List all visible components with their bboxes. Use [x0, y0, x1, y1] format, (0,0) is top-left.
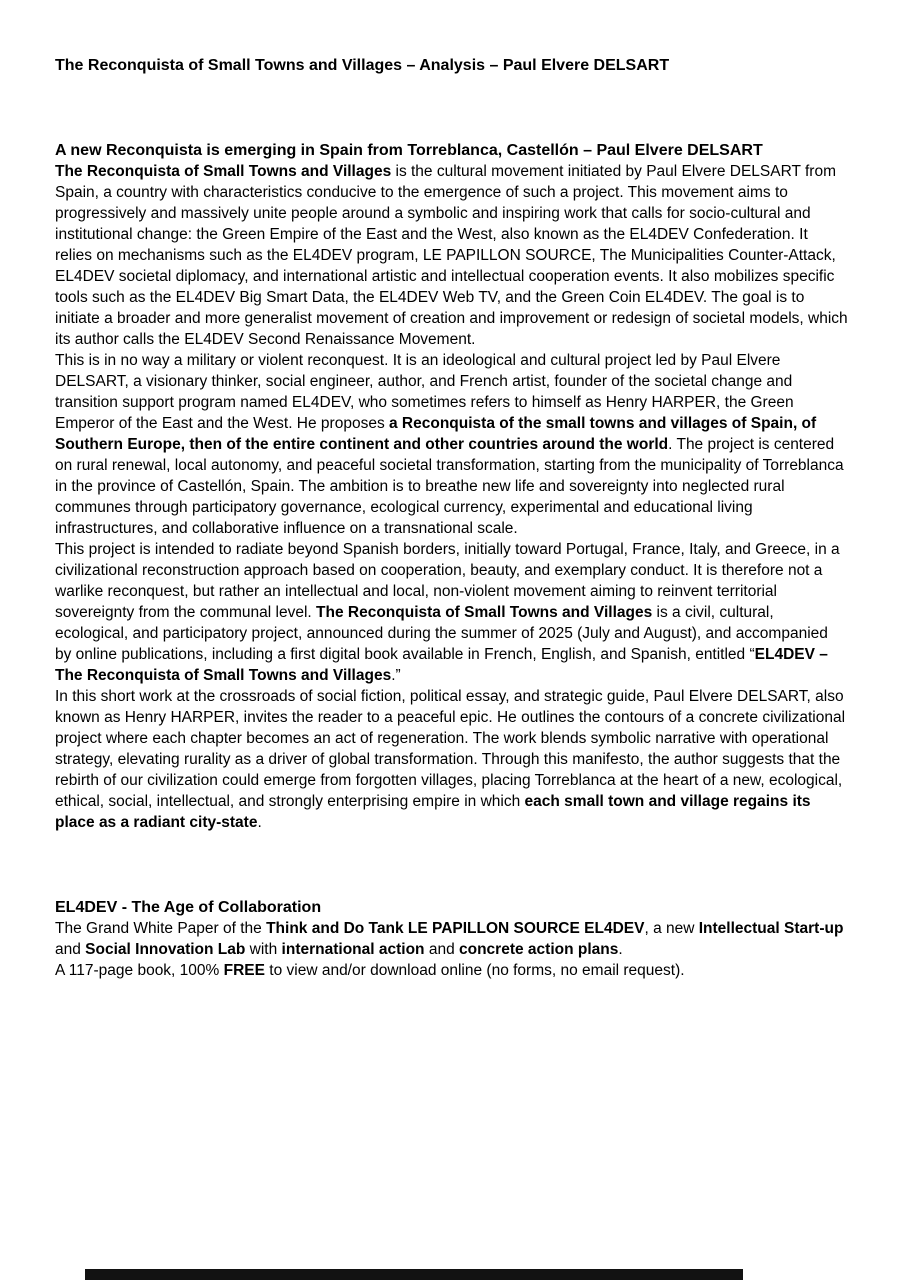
document-subtitle: A new Reconquista is emerging in Spain from Torreblanca, Castellón – Paul Elvere DELSART — [55, 142, 763, 159]
cropped-embedded-element-edge — [85, 1269, 743, 1280]
paragraph-grand-white-paper: The Grand White Paper of the Think and Do Tank LE PAPILLON SOURCE EL4DEV, a new Intellectual Start-up and Social Innovation Lab with international action and concrete action plans. — [55, 920, 844, 958]
paragraph-radiate-beyond-borders: This project is intended to radiate beyond Spanish borders, initially toward Portugal, France, Italy, and Greece, in a civilizational reconstruction approach based on cooperation, beauty, and exemplary conduct. It is therefore not a warlike reconquest, but rather an intellectual and local, non-violent movement aiming to reinvent territorial sovereignty from the communal level. The Reconquista of Small Towns and Villages is a civil, cultural, ecological, and participatory project, announced during the summer of 2025 (July and August), and accompanied by online publications, including a first digital book available in French, English, and Spanish, entitled “EL4DEV – The Reconquista of Small Towns and Villages.” — [55, 541, 840, 684]
document-title: The Reconquista of Small Towns and Villages – Analysis – Paul Elvere DELSART — [55, 57, 670, 74]
paragraph-short-work-manifesto: In this short work at the crossroads of social fiction, political essay, and strategic guide, Paul Elvere DELSART, also known as Henry HARPER, invites the reader to a peaceful epic. He outlines the contours of a concrete civilizational project where each chapter becomes an act of regeneration. The work blends symbolic narrative with operational strategy, elevating rurality as a driver of global transformation. Through this manifesto, the author suggests that the rebirth of our civilization could emerge from forgotten villages, placing Torreblanca at the heart of a new, ecological, ethical, social, intellectual, and strongly enterprising empire in which each small town and village regains its place as a radiant city-state. — [55, 688, 846, 831]
section-heading-age-of-collaboration: EL4DEV - The Age of Collaboration — [55, 899, 322, 916]
paragraph-ideological-project: This is in no way a military or violent reconquest. It is an ideological and cultural project led by Paul Elvere DELSART, a visionary thinker, social engineer, author, and French artist, founder of the societal change and transition support program named EL4DEV, who sometimes refers to himself as Henry HARPER, the Green Emperor of the East and the West. He proposes a Reconquista of the small towns and villages of Spain, of Southern Europe, then of the entire continent and other countries around the world. The project is centered on rural renewal, local autonomy, and peaceful societal transformation, starting from the municipality of Torreblanca in the province of Castellón, Spain. The ambition is to breathe new life and sovereignty into neglected rural communes through participatory governance, ecological currency, experimental and educational living infrastructures, and collaborative influence on a transnational scale. — [55, 352, 844, 537]
document-content — [55, 55, 848, 981]
paragraph-movement-overview: The Reconquista of Small Towns and Villages is the cultural movement initiated by Paul Elvere DELSART from Spain, a country with characteristics conducive to the emergence of such a project. This movement aims to progressively and massively unite people around a symbolic and inspiring work that calls for socio-cultural and institutional change: the Green Empire of the East and the West, also known as the EL4DEV Confederation. It relies on mechanisms such as the EL4DEV program, LE PAPILLON SOURCE, The Municipalities Counter-Attack, EL4DEV societal diplomacy, and international artistic and intellectual cooperation events. It also mobilizes specific tools such as the EL4DEV Big Smart Data, the EL4DEV Web TV, and the Green Coin EL4DEV. The goal is to initiate a broader and more generalist movement of creation and improvement or redesign of societal models, which its author calls the EL4DEV Second Renaissance Movement. — [55, 163, 848, 348]
paragraph-free-book: A 117-page book, 100% FREE to view and/or download online (no forms, no email request). — [55, 962, 685, 979]
